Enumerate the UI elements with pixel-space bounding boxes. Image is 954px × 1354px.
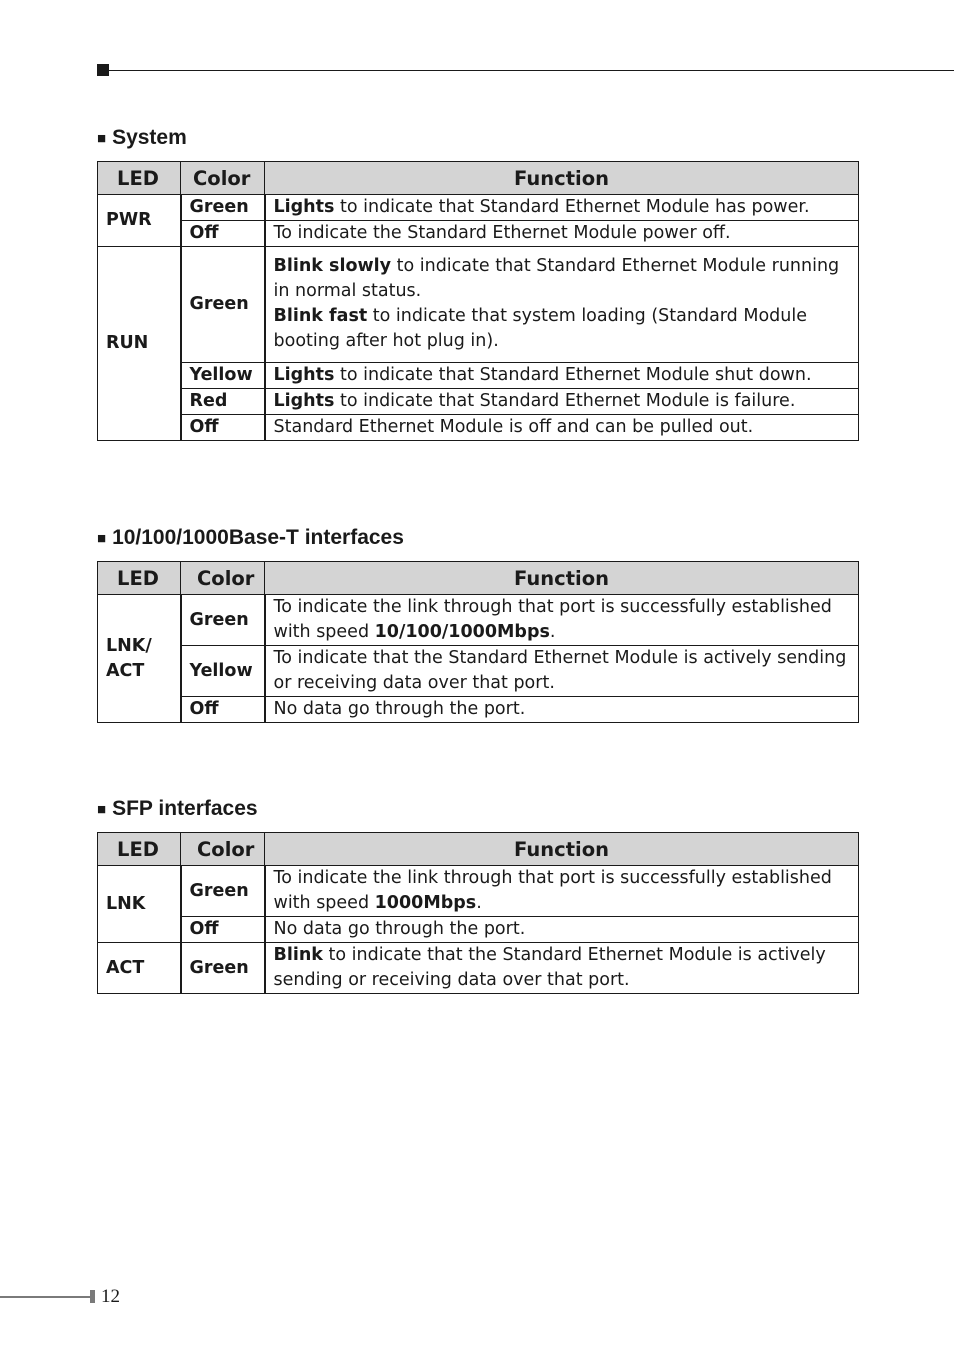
function-cell [265, 195, 859, 221]
table-row [98, 917, 859, 943]
sfp-led-table [97, 832, 859, 994]
color-cell: Green [181, 943, 265, 994]
color-cell: Yellow [181, 646, 265, 697]
system-led-table [97, 161, 859, 441]
header-led: LED [98, 562, 181, 595]
footer-rule [0, 1296, 90, 1298]
header-color: Color [181, 833, 265, 866]
led-lnk: LNK [98, 866, 181, 943]
function-cell: To indicate that the Standard Ethernet Module is actively sending or receiving data over that port. [265, 646, 859, 697]
square-bullet-icon: ■ [97, 801, 107, 818]
header-led: LED [98, 833, 181, 866]
led-lnk-act [98, 595, 181, 723]
color-cell: Green [181, 195, 265, 221]
color-cell: Green [181, 247, 265, 363]
header-square-mark [97, 64, 109, 76]
page-number: 12 [101, 1286, 120, 1307]
function-cell: Standard Ethernet Module is off and can be pulled out. [265, 415, 859, 441]
table-row [98, 195, 859, 221]
function-cell [265, 595, 859, 646]
header-color: Color [181, 562, 265, 595]
function-text: to indicate that Standard Ethernet Module running in normal status. [273, 256, 840, 301]
color-cell: Green [181, 866, 265, 917]
function-text: to indicate that Standard Ethernet Module is failure. [334, 391, 796, 411]
header-led: LED [98, 162, 181, 195]
square-bullet-icon: ■ [97, 530, 107, 547]
header-function: Function [265, 162, 859, 195]
function-bold: Lights [273, 365, 335, 385]
section-title-base-t [97, 525, 404, 553]
function-text: to indicate that Standard Ethernet Module shut down. [334, 365, 812, 385]
led-run: RUN [98, 247, 181, 441]
color-cell: Green [181, 595, 265, 646]
function-cell [265, 247, 859, 363]
section-title-system [97, 125, 187, 153]
section-title-text: SFP interfaces [112, 797, 258, 820]
section-title-text: 10/100/1000Base-T interfaces [112, 526, 404, 549]
function-cell [265, 389, 859, 415]
table-row [98, 363, 859, 389]
led-act: ACT [98, 943, 181, 994]
header-rule [109, 70, 954, 71]
table-row [98, 943, 859, 994]
square-bullet-icon: ■ [97, 130, 107, 147]
function-bold: Blink slowly [273, 256, 392, 276]
table-row [98, 595, 859, 646]
base-t-led-table [97, 561, 859, 723]
function-text: to indicate that system loading (Standard Module booting after hot plug in). [273, 306, 807, 351]
header-color: Color [181, 162, 265, 195]
function-text: to indicate that the Standard Ethernet Module is actively sending or receiving data over that port. [273, 945, 826, 990]
table-row [98, 646, 859, 697]
led-pwr: PWR [98, 195, 181, 247]
table-row [98, 247, 859, 363]
function-text: . [476, 893, 482, 913]
color-cell: Red [181, 389, 265, 415]
function-cell: No data go through the port. [265, 917, 859, 943]
function-bold: Blink [273, 945, 323, 965]
table-row [98, 415, 859, 441]
led-label-line: ACT [106, 660, 145, 681]
table-header-row [98, 162, 859, 195]
led-label-line: LNK/ [106, 635, 152, 656]
function-text: To indicate the link through that port is successfully established with speed [273, 868, 832, 913]
table-row [98, 697, 859, 723]
function-cell [265, 943, 859, 994]
function-cell [265, 866, 859, 917]
header-function: Function [265, 562, 859, 595]
function-bold: Lights [273, 197, 335, 217]
function-text: To indicate the link through that port is successfully established with speed [273, 597, 832, 642]
header-function: Function [265, 833, 859, 866]
table-row [98, 866, 859, 917]
table-row [98, 389, 859, 415]
color-cell: Off [181, 415, 265, 441]
function-bold: 10/100/1000Mbps [374, 622, 550, 642]
section-title-text: System [112, 126, 187, 149]
function-cell: To indicate the Standard Ethernet Module power off. [265, 221, 859, 247]
function-cell: No data go through the port. [265, 697, 859, 723]
table-row [98, 221, 859, 247]
function-bold: Blink fast [273, 306, 368, 326]
function-text: to indicate that Standard Ethernet Module has power. [334, 197, 810, 217]
function-text: . [549, 622, 556, 642]
color-cell: Off [181, 221, 265, 247]
footer-mark [90, 1290, 95, 1303]
color-cell: Yellow [181, 363, 265, 389]
section-title-sfp [97, 796, 258, 824]
function-bold: Lights [273, 391, 335, 411]
table-header-row [98, 833, 859, 866]
table-header-row [98, 562, 859, 595]
color-cell: Off [181, 917, 265, 943]
function-bold: 1000Mbps [374, 893, 477, 913]
function-cell [265, 363, 859, 389]
color-cell: Off [181, 697, 265, 723]
